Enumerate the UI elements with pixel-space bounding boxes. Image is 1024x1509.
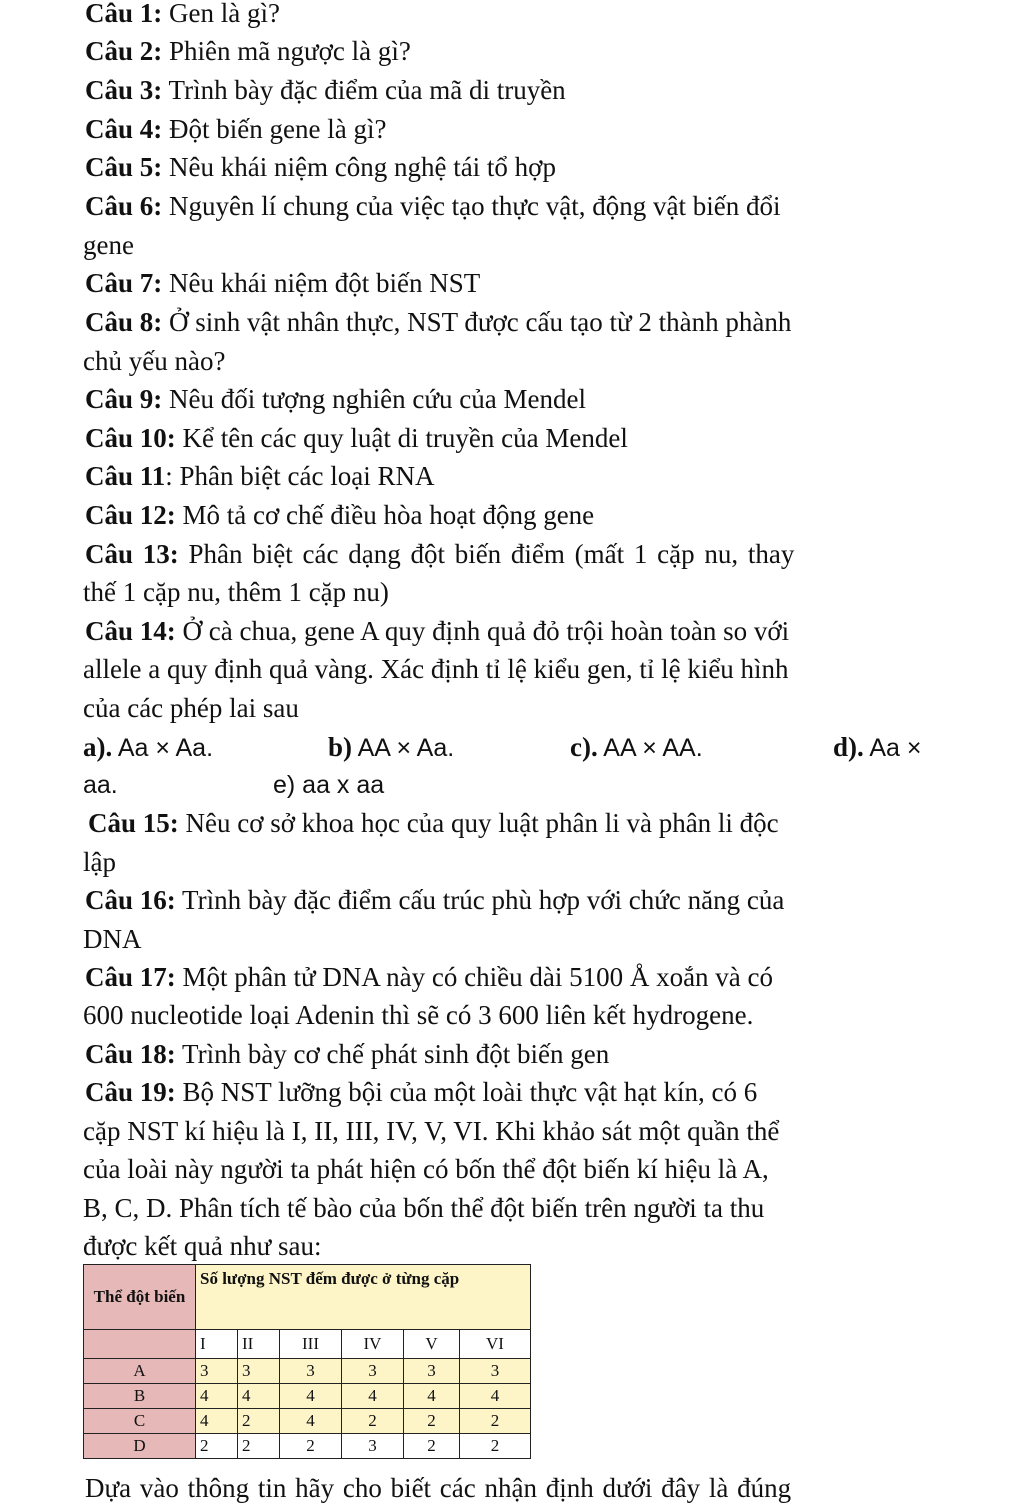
question-8-continuation: chủ yếu nào? [83, 346, 226, 376]
table-row [84, 1434, 531, 1459]
table-cell: 4 [196, 1384, 238, 1409]
table-cell: 3 [342, 1359, 404, 1384]
question-17: Câu 17: Một phân tử DNA này có chiều dài 5100 Å xoắn và có [85, 962, 774, 992]
table-cell: 2 [238, 1409, 280, 1434]
table-row [84, 1384, 531, 1409]
table-cell: 2 [404, 1434, 460, 1459]
table-cell: 3 [342, 1434, 404, 1459]
question-18: Câu 18: Trình bày cơ chế phát sinh đột biến gen [85, 1039, 610, 1069]
table-cell: 2 [404, 1409, 460, 1434]
question-1: Câu 1: Gen là gì? [85, 0, 280, 28]
question-16-continuation: DNA [83, 924, 142, 954]
cross-d-continuation: aa. [83, 771, 118, 799]
table-row [84, 1409, 531, 1434]
question-3: Câu 3: Trình bày đặc điểm của mã di truyền [85, 75, 566, 105]
question-6-continuation: gene [83, 230, 134, 260]
question-19-continuation-3: B, C, D. Phân tích tế bào của bốn thể đột biến trên người ta thu [83, 1193, 765, 1223]
question-8: Câu 8: Ở sinh vật nhân thực, NST được cấu tạo từ 2 thành phành [85, 307, 792, 337]
table-cell: 4 [196, 1409, 238, 1434]
table-cell: 2 [238, 1434, 280, 1459]
question-19-continuation: cặp NST kí hiệu là I, II, III, IV, V, VI. Khi khảo sát một quần thể [83, 1116, 780, 1146]
table-row [84, 1359, 531, 1384]
closing-instruction: Dựa vào thông tin hãy cho biết các nhận định dưới đây là đúng [85, 1473, 792, 1503]
table-cell: 2 [460, 1409, 531, 1434]
cross-b: b) AA × Aa. [328, 732, 455, 762]
pair-header: II [238, 1330, 280, 1359]
question-9: Câu 9: Nêu đối tượng nghiên cứu của Mendel [85, 384, 586, 414]
question-4: Câu 4: Đột biến gene là gì? [85, 114, 387, 144]
empty-header-cell [84, 1330, 196, 1359]
table-cell: 3 [280, 1359, 342, 1384]
question-13: Câu 13: Phân biệt các dạng đột biến điểm (mất 1 cặp nu, thay [85, 539, 795, 569]
question-15: Câu 15: Nêu cơ sở khoa học của quy luật phân li và phân li độc [88, 808, 779, 838]
question-12: Câu 12: Mô tả cơ chế điều hòa hoạt động gene [85, 500, 595, 530]
question-19-continuation-4: được kết quả như sau: [83, 1231, 322, 1261]
table-cell: 4 [342, 1384, 404, 1409]
question-5: Câu 5: Nêu khái niệm công nghệ tái tổ hợp [85, 152, 556, 182]
question-13-continuation: thế 1 cặp nu, thêm 1 cặp nu) [83, 577, 389, 607]
mutant-name: A [84, 1359, 196, 1384]
pair-header: VI [460, 1330, 531, 1359]
pair-header: I [196, 1330, 238, 1359]
question-19-continuation-2: của loài này người ta phát hiện có bốn thể đột biến kí hiệu là A, [83, 1154, 769, 1184]
table-cell: 4 [460, 1384, 531, 1409]
pair-header: III [280, 1330, 342, 1359]
mutant-header: Thể đột biến [84, 1265, 196, 1330]
question-19: Câu 19: Bộ NST lưỡng bội của một loài thực vật hạt kín, có 6 [85, 1077, 758, 1107]
count-header: Số lượng NST đếm được ở từng cặp [196, 1265, 531, 1330]
cross-e: e) aa x aa [273, 771, 385, 799]
question-10: Câu 10: Kể tên các quy luật di truyền của Mendel [85, 423, 628, 453]
table-cell: 3 [460, 1359, 531, 1384]
mutant-name: C [84, 1409, 196, 1434]
pair-header: IV [342, 1330, 404, 1359]
table-cell: 3 [404, 1359, 460, 1384]
table-cell: 4 [280, 1409, 342, 1434]
cross-d: d). Aa × [833, 732, 922, 762]
question-2: Câu 2: Phiên mã ngược là gì? [85, 36, 411, 66]
cross-a: a). Aa × Aa. [83, 732, 214, 762]
table-cell: 3 [196, 1359, 238, 1384]
table-cell: 2 [196, 1434, 238, 1459]
cross-c: c). AA × AA. [570, 732, 703, 762]
chromosome-count-table [83, 1264, 531, 1459]
question-6: Câu 6: Nguyên lí chung của việc tạo thực vật, động vật biến đổi [85, 191, 781, 221]
question-11: Câu 11: Phân biệt các loại RNA [85, 461, 435, 491]
question-15-continuation: lập [83, 847, 116, 877]
table-cell: 2 [280, 1434, 342, 1459]
mutant-name: B [84, 1384, 196, 1409]
question-17-continuation: 600 nucleotide loại Adenin thì sẽ có 3 600 liên kết hydrogene. [83, 1000, 754, 1030]
pair-header: V [404, 1330, 460, 1359]
question-14: Câu 14: Ở cà chua, gene A quy định quả đỏ trội hoàn toàn so với [85, 616, 790, 646]
table-cell: 2 [460, 1434, 531, 1459]
question-14-continuation: allele a quy định quả vàng. Xác định tỉ lệ kiểu gen, tỉ lệ kiểu hình [83, 654, 789, 684]
table-cell: 4 [404, 1384, 460, 1409]
table-cell: 3 [238, 1359, 280, 1384]
question-7: Câu 7: Nêu khái niệm đột biến NST [85, 268, 481, 298]
question-14-continuation-2: của các phép lai sau [83, 693, 299, 723]
table-cell: 2 [342, 1409, 404, 1434]
mutant-name: D [84, 1434, 196, 1459]
table-cell: 4 [280, 1384, 342, 1409]
table-cell: 4 [238, 1384, 280, 1409]
question-16: Câu 16: Trình bày đặc điểm cấu trúc phù hợp với chức năng của [85, 885, 785, 915]
